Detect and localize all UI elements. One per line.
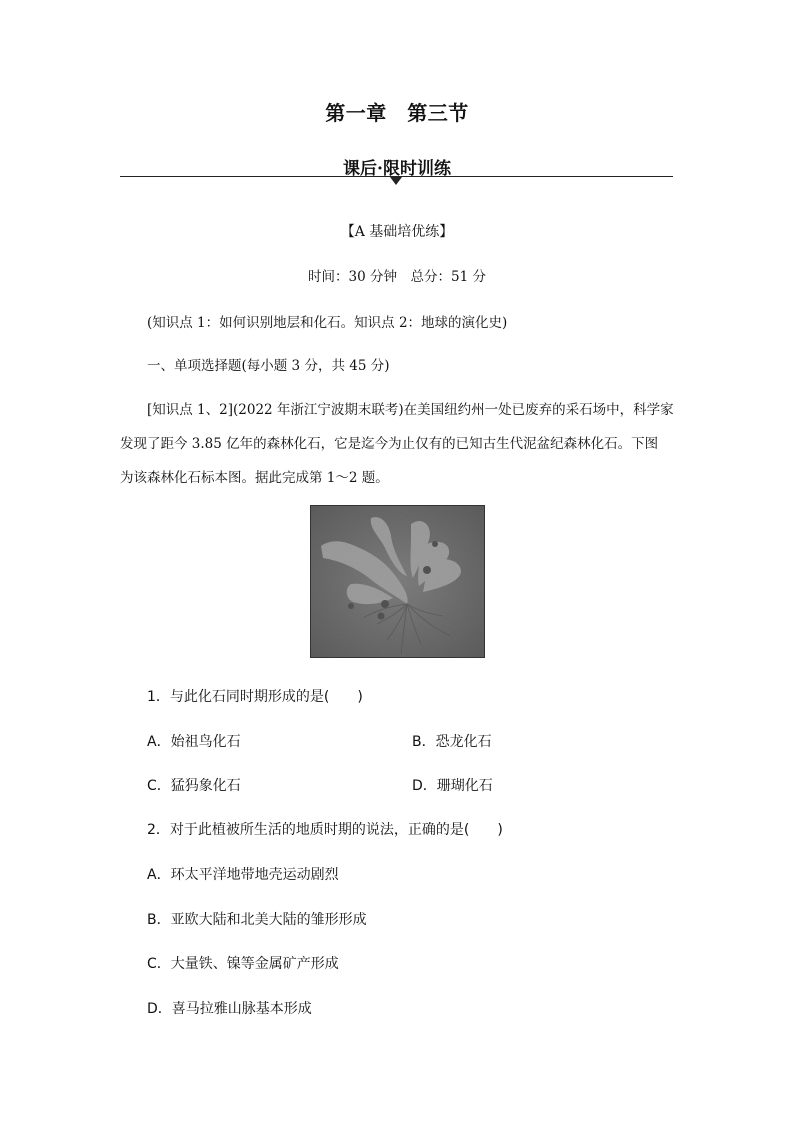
- question-2-option-c: C．大量铁、镍等金属矿产形成: [147, 956, 339, 972]
- question-1-option-b: B．恐龙化石: [412, 734, 492, 750]
- material-line: 发现了距今 3.85 亿年的森林化石，它是迄今为止仅有的已知古生代泥盆纪森林化石。下图: [120, 436, 659, 452]
- question-2-option-d: D．喜马拉雅山脉基本形成: [147, 1001, 312, 1017]
- material-line: 为该森林化石标本图。据此完成第 1～2 题。: [120, 470, 389, 486]
- question-1-stem: 1．与此化石同时期形成的是( ): [147, 689, 363, 705]
- knowledge-note: (知识点 1：如何识别地层和化石。知识点 2：地球的演化史): [147, 315, 508, 331]
- section-heading: 一、单项选择题(每小题 3 分，共 45 分): [147, 358, 390, 374]
- block-title: 【A 基础培优练】: [340, 224, 454, 240]
- fossil-image: [311, 506, 484, 657]
- question-2-stem: 2．对于此植被所生活的地质时期的说法，正确的是( ): [147, 822, 503, 838]
- question-1-option-d: D．珊瑚化石: [412, 778, 493, 794]
- question-2-option-a: A．环太平洋地带地壳运动剧烈: [147, 867, 339, 883]
- material-paragraph: [120, 398, 687, 500]
- question-1-option-a: A．始祖鸟化石: [147, 734, 241, 750]
- chapter-title: 第一章 第三节: [325, 101, 469, 125]
- fossil-photo: [310, 505, 485, 658]
- section-title: 课后·限时训练: [343, 159, 451, 179]
- question-2-option-b: B．亚欧大陆和北美大陆的雏形形成: [147, 912, 367, 928]
- question-1-option-c: C．猛犸象化石: [147, 778, 241, 794]
- rule-arrow-icon: [390, 177, 402, 185]
- material-line: [知识点 1、2](2022 年浙江宁波期末联考)在美国纽约州一处已废弃的采石场中，科学家: [147, 402, 674, 418]
- time-info: 时间：30 分钟 总分：51 分: [308, 269, 486, 285]
